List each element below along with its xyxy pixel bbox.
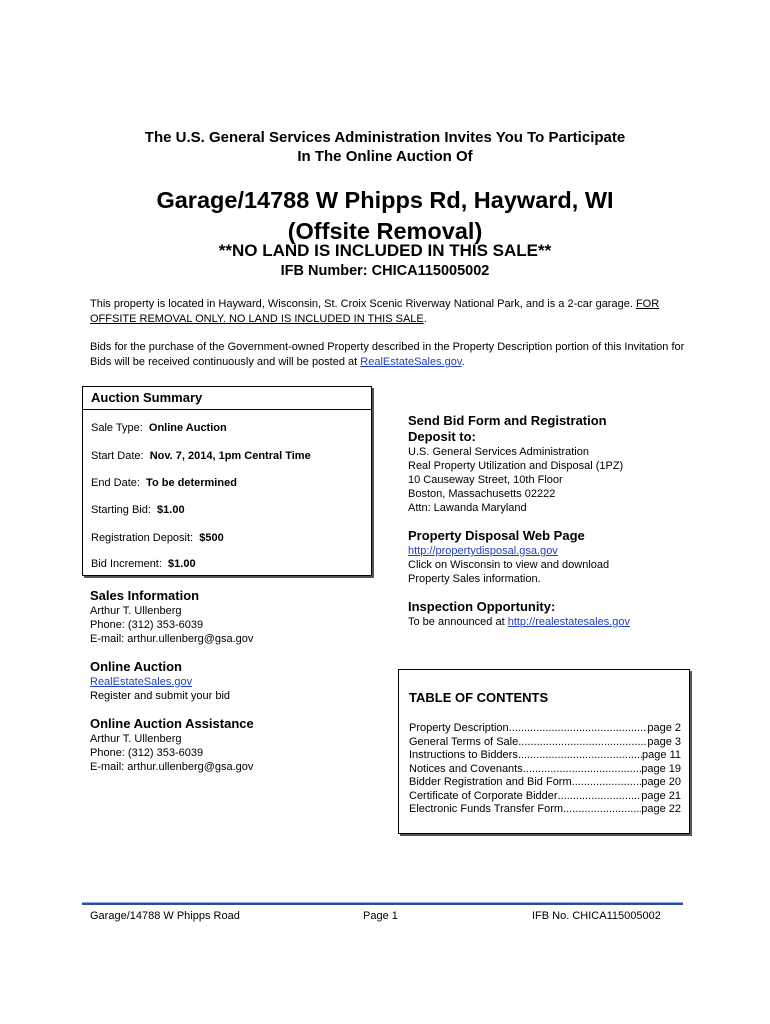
summary-label: Registration Deposit:: [91, 532, 194, 544]
footer-ifb-number: IFB No. CHICA115005002: [532, 910, 661, 922]
address-line: U.S. General Services Administration: [408, 446, 589, 458]
property-disposal-text-2: Property Sales information.: [408, 573, 541, 585]
property-disposal-text-1: Click on Wisconsin to view and download: [408, 559, 610, 571]
assistance-contact-email: E-mail: arthur.ullenberg@gsa.gov: [90, 761, 254, 773]
summary-row-starting-bid: [91, 504, 185, 516]
inspection-line: [408, 615, 630, 629]
toc-page: page 21: [641, 789, 681, 802]
toc-page: page 2: [647, 722, 681, 734]
address-line: Real Property Utilization and Disposal (1PZ): [408, 460, 624, 472]
sales-information-section: [90, 588, 253, 646]
send-bid-section: [408, 413, 623, 515]
table-of-contents-box: [398, 669, 690, 834]
property-disposal-link[interactable]: http://propertydisposal.gsa.gov: [408, 545, 558, 557]
online-auction-text: Register and submit your bid: [90, 690, 231, 702]
toc-item-general-terms[interactable]: [409, 736, 681, 750]
send-bid-heading-line-1: Send Bid Form and Registration: [408, 413, 607, 428]
toc-list: [409, 722, 681, 817]
online-auction-heading: Online Auction: [90, 659, 182, 674]
title-line-1: Garage/14788 W Phipps Rd, Hayward, WI: [156, 187, 614, 213]
intro-paragraph-location: [90, 297, 690, 327]
assistance-contact-name: Arthur T. Ullenberg: [90, 733, 182, 745]
footer-divider: [82, 902, 683, 905]
bids-text: Bids for the purchase of the Government-owned Property described in the Property Description portion of this Invitation for Bids will be received continuously and will be posted at: [90, 341, 685, 368]
inspection-heading: Inspection Opportunity:: [408, 599, 556, 614]
online-auction-link[interactable]: RealEstateSales.gov: [90, 676, 193, 688]
address-line: Boston, Massachusetts 02222: [408, 488, 556, 500]
summary-value: $500: [199, 532, 224, 544]
summary-value: Nov. 7, 2014, 1pm Central Time: [149, 450, 311, 462]
property-disposal-section: [408, 528, 609, 586]
summary-value: To be determined: [146, 477, 237, 489]
toc-title: TABLE OF CONTENTS: [409, 690, 549, 705]
toc-label: Certificate of Corporate Bidder: [409, 789, 558, 802]
summary-row-bid-increment: [91, 558, 196, 570]
toc-item-property-description[interactable]: [409, 722, 681, 736]
summary-label: Bid Increment:: [91, 558, 162, 570]
realestatesales-link[interactable]: RealEstateSales.gov: [360, 356, 462, 368]
invitation-heading: [0, 128, 770, 166]
invitation-line-2: In The Online Auction Of: [297, 148, 473, 165]
toc-item-corporate-certificate[interactable]: [409, 790, 681, 804]
toc-page: page 3: [647, 735, 681, 748]
toc-leader: [518, 749, 642, 763]
toc-page: page 19: [641, 762, 681, 775]
footer-left: Garage/14788 W Phipps Road: [90, 910, 240, 922]
intro-period: .: [423, 313, 427, 325]
summary-label: Start Date:: [91, 450, 144, 462]
toc-leader: [563, 803, 641, 817]
inspection-section: [408, 599, 630, 629]
toc-leader: [509, 722, 648, 736]
online-auction-section: [90, 659, 230, 703]
toc-item-instructions[interactable]: [409, 749, 681, 763]
summary-label: Sale Type:: [91, 422, 143, 434]
address-line: Attn: Lawanda Maryland: [408, 502, 527, 514]
assistance-contact-phone: Phone: (312) 353-6039: [90, 747, 204, 759]
bids-period: .: [461, 356, 465, 368]
auction-assistance-section: [90, 716, 254, 774]
toc-label: Property Description: [409, 722, 509, 734]
toc-label: Electronic Funds Transfer Form: [409, 803, 564, 815]
sales-contact-name: Arthur T. Ullenberg: [90, 605, 182, 617]
sales-contact-email: E-mail: arthur.ullenberg@gsa.gov: [90, 633, 254, 645]
summary-row-sale-type: [91, 422, 227, 434]
auction-summary-box: [82, 386, 372, 576]
toc-label: Notices and Covenants: [409, 762, 523, 775]
sales-information-heading: Sales Information: [90, 588, 200, 603]
footer-page-number: Page 1: [363, 910, 398, 922]
toc-page: page 20: [641, 776, 681, 788]
toc-item-eft-form[interactable]: [409, 803, 681, 817]
toc-page: page 22: [641, 803, 681, 815]
toc-leader: [523, 763, 642, 777]
intro-text: This property is located in Hayward, Wisconsin, St. Croix Scenic Riverway National Park, and is a 2-car garage.: [90, 298, 636, 310]
toc-leader: [518, 736, 647, 750]
toc-item-bidder-registration[interactable]: [409, 776, 681, 790]
summary-value: $1.00: [168, 558, 196, 570]
inspection-text: To be announced at: [408, 616, 508, 628]
toc-item-notices[interactable]: [409, 763, 681, 777]
no-land-notice: **NO LAND IS INCLUDED IN THIS SALE**: [218, 241, 552, 260]
offsite-removal-note: FOR OFFSITE REMOVAL ONLY. NO LAND IS INCLUDED IN THIS SALE: [90, 298, 660, 325]
toc-leader: [572, 776, 642, 790]
summary-divider: [83, 409, 371, 410]
summary-row-start-date: [91, 450, 311, 462]
auction-summary-heading: Auction Summary: [91, 390, 203, 405]
summary-value: $1.00: [157, 504, 185, 516]
send-bid-heading-line-2: Deposit to:: [408, 429, 476, 444]
summary-label: End Date:: [91, 477, 140, 489]
toc-label: General Terms of Sale: [409, 735, 519, 748]
sales-contact-phone: Phone: (312) 353-6039: [90, 619, 204, 631]
summary-value: Online Auction: [148, 422, 227, 434]
invitation-line-1: The U.S. General Services Administration Invites You To Participate: [144, 129, 626, 146]
title-line-2: (Offsite Removal): [287, 218, 483, 244]
inspection-link[interactable]: http://realestatesales.gov: [507, 616, 630, 628]
toc-page: page 11: [642, 749, 681, 761]
auction-assistance-heading: Online Auction Assistance: [90, 716, 254, 731]
summary-row-registration-deposit: [91, 532, 224, 544]
address-line: 10 Causeway Street, 10th Floor: [408, 474, 563, 486]
summary-row-end-date: [91, 477, 237, 489]
property-disposal-heading: Property Disposal Web Page: [408, 528, 585, 543]
toc-label: Bidder Registration and Bid Form: [409, 776, 572, 788]
ifb-number: IFB Number: CHICA115005002: [280, 263, 490, 279]
intro-paragraph-bids: [90, 340, 690, 370]
toc-leader: [558, 790, 642, 804]
toc-label: Instructions to Bidders: [409, 749, 518, 761]
page-title: [0, 185, 770, 247]
summary-label: Starting Bid:: [91, 504, 151, 516]
